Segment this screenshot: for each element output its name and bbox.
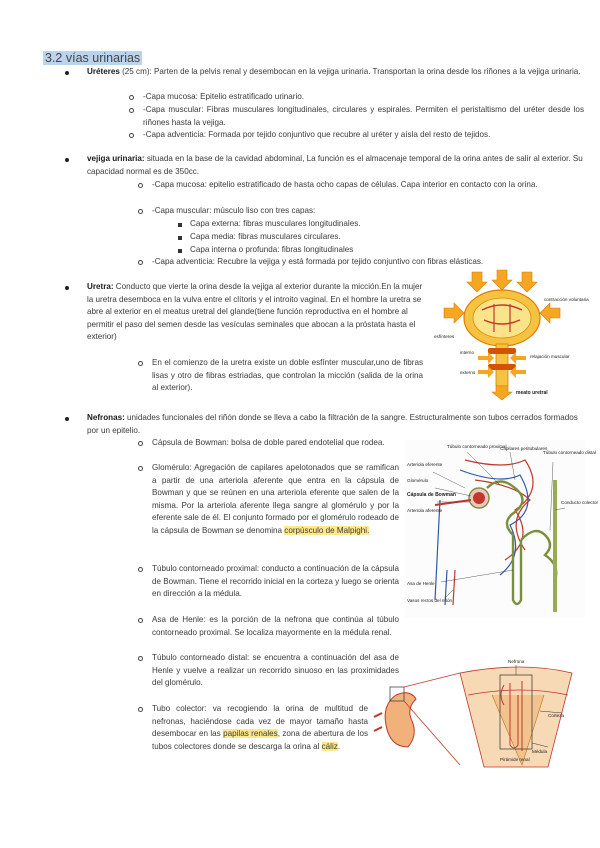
fig-label-medula: Médula: [532, 749, 548, 754]
ureteres-layer-mucosa: -Capa mucosa: Epitelio estratificado urinario.: [143, 91, 584, 104]
uretra-text: Conducto que vierte la orina desde la vejiga al exterior durante la micción.En la mujer la uretra desemboca en la vulva entre el clítoris y el introito vaginal. En el hombre la uretra se abre al exterior en el meatus uretral del glande(tiene función reproductiva en el hombre al permitir el paso del semen desde las vesículas seminales que abocan a la próstata hasta el exterior): [87, 282, 423, 342]
fig-label-distal: Túbulo contorneado distal: [543, 450, 596, 455]
nefrona-tubo-colector: [152, 703, 368, 753]
fig-label-piramide: Pirámide renal: [500, 757, 530, 762]
ureteres-layer-adventicia: -Capa adventicia: Formada por tejido conjuntivo que recubre al uréter y aísla del resto de tejidos.: [143, 129, 584, 142]
colector-end: .: [337, 741, 341, 751]
nefrona-tubulo-proximal: Túbulo contorneado proximal: conducto a continuación de la cápsula de Bowman. Tiene el recorrido inicial en la corteza y luego se orienta en dirección a la médula.: [152, 563, 399, 601]
ureteres-term: Uréteres: [87, 67, 120, 76]
fig-label-capilares: Capilares peritubulares: [500, 446, 548, 451]
glomerulo-text: Glomérulo: Agregación de capilares apelotonados que se ramifican a partir de una arteriola aferente que entra en la cápsula de Bowman y que se reúnen en una arteriola eferente que salen de la misma. Por la arteriola aferente llega sangre al glomérulo y por la eferente sale de él. El conjunto formado por el glomérulo rodeado de la cápsula de Bowman se denomina: [152, 463, 399, 535]
fig-label-aferente: Arteriola aferente: [407, 508, 443, 513]
section-title: 3.2 vías urinarias: [45, 51, 141, 65]
fig-label-corteza: Corteza: [548, 713, 565, 718]
kidney-pyramid-figure: [372, 655, 585, 775]
uretra-term: Uretra:: [87, 282, 114, 291]
vejiga-layer-adventicia: -Capa adventicia: Recubre la vejiga y está formada por tejido conjuntivo con fibras elásticas.: [152, 256, 584, 269]
nefrona-glomerulo: [152, 462, 399, 538]
ureteres-layer-muscular: -Capa muscular: Fibras musculares longitudinales, circulares y espirales. Permiten el peristaltismo del uréter desde los riñones hasta la vejiga.: [143, 104, 584, 129]
nefrona-capsula-bowman: Cápsula de Bowman: bolsa de doble pared endotelial que rodea.: [152, 437, 399, 450]
ureteres-paragraph: [87, 66, 584, 79]
fig-label-nefrona: Nefrona: [508, 659, 525, 664]
colector-papilas: papilas renales: [223, 729, 278, 739]
fig-label-colector: Conducto colector: [561, 500, 599, 505]
label-externo: externo: [460, 370, 476, 375]
vejiga-layer-mucosa: -Capa mucosa: epitelio estratificado de hasta ocho capas de células. Capa interior en contacto con la orina.: [152, 179, 584, 192]
fig-label-capsula: Cápsula de Bowman: [407, 492, 456, 498]
colector-caliz: cáliz: [321, 741, 338, 751]
label-contraccion: contracción voluntaria: [544, 297, 589, 302]
glomerulo-highlight: corpúsculo de Malpighi.: [284, 525, 370, 535]
bladder-sphincter-figure: [432, 270, 590, 400]
label-esfinteres: esfínteres: [434, 334, 455, 339]
nephron-figure: [405, 440, 599, 618]
fig-label-henle: Asa de Henle: [407, 581, 435, 586]
nefrona-asa-henle: Asa de Henle: es la porción de la nefrona que continúa al túbulo contorneado proximal. Se localiza mayormente en la médula renal.: [152, 614, 399, 639]
label-meato: meato uretral: [516, 390, 548, 396]
label-relajacion: relajación muscular: [530, 354, 570, 359]
ureteres-text: (25 cm): Parten de la pelvis renal y desembocan en la vejiga urinaria. Transportan la orina desde los riñones a la vejiga urinaria.: [119, 67, 581, 76]
colector-middle: , zona de abertura de los tubos colectores donde se descarga la orina al: [152, 729, 368, 751]
fig-label-proximal: Túbulo contorneado proximal: [447, 444, 507, 449]
nefronas-text: unidades funcionales del riñón donde se lleva a cabo la filtración de la sangre. Estructuralmente son tubos cerrados formados por un epitelio.: [87, 413, 578, 435]
vejiga-sublayer-interna: Capa interna o profunda: fibras longitudinales: [190, 244, 580, 257]
label-interno: interno: [460, 350, 475, 355]
vejiga-text: situada en la base de la cavidad abdominal, La función es el almacenaje temporal de la orina antes de salir al exterior. Su capacidad normal es de 350cc.: [87, 154, 583, 176]
fig-label-eferente: Arteriola eferente: [407, 462, 443, 467]
nefronas-term: Nefronas:: [87, 413, 125, 422]
nefronas-paragraph: [87, 412, 584, 437]
vejiga-layer-muscular: -Capa muscular: músculo liso con tres capas:: [152, 205, 584, 218]
fig-label-vasos: Vasos rectos del riñón: [407, 598, 453, 603]
uretra-paragraph: [87, 281, 423, 344]
uretra-sphincter-text: En el comienzo de la uretra existe un doble esfínter muscular,uno de fibras lisas y otro de fibras estriadas, que controlan la micción (salida de la orina al exterior).: [152, 357, 423, 395]
fig-label-glomerulo: Glomérulo: [407, 478, 429, 483]
vejiga-term: vejiga urinaria:: [87, 154, 145, 163]
colector-text: Tubo colector: va recogiendo la orina de multitud de nefronas, haciéndose cada vez de mayor tamaño hasta desembocar en las: [152, 704, 368, 739]
vejiga-sublayer-media: Capa media: fibras musculares circulares.: [190, 231, 580, 244]
vejiga-sublayer-externa: Capa externa: fibras musculares longitudinales.: [190, 218, 580, 231]
nefrona-tubulo-distal: Túbulo contorneado distal: se encuentra a continuación del asa de Henle y vuelve a realizar un recorrido sinuoso en las proximidades del glomérulo.: [152, 652, 399, 690]
vejiga-paragraph: [87, 153, 584, 178]
